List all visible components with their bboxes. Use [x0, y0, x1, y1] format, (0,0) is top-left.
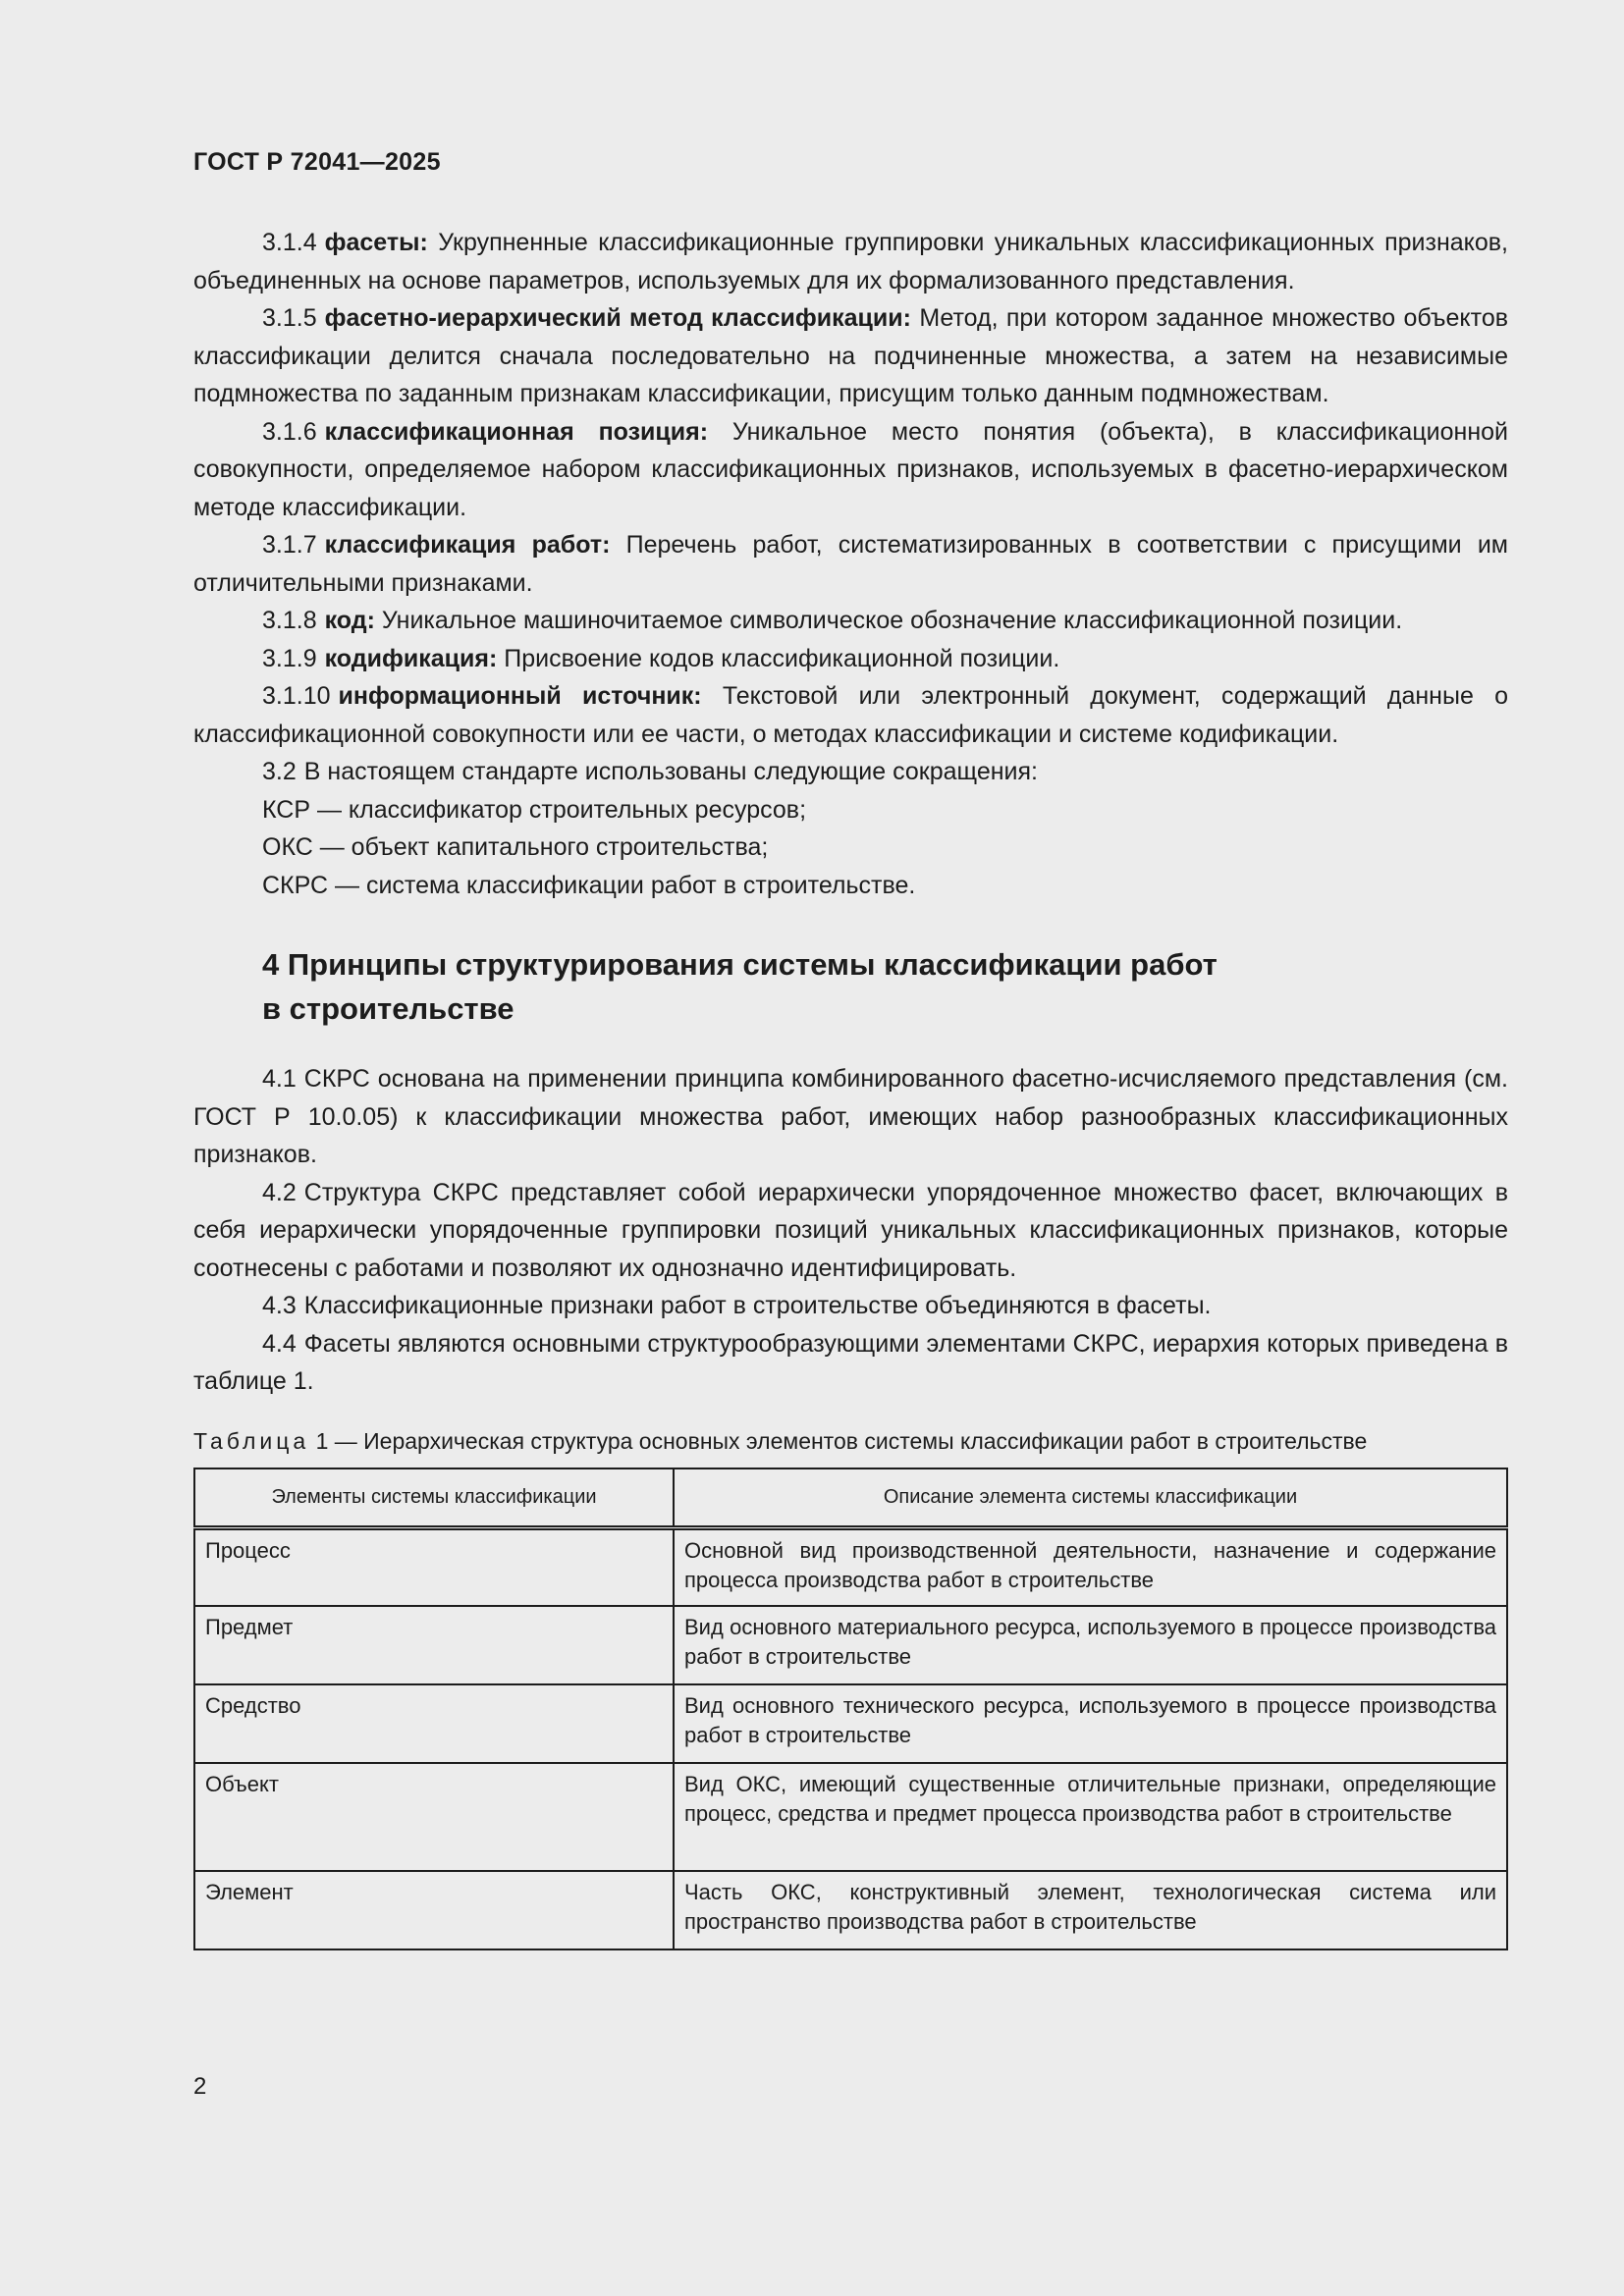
element-name-cell: Процесс: [194, 1527, 674, 1606]
paragraph-4-1: [193, 1060, 1508, 1174]
classification-elements-table: [193, 1468, 1508, 1951]
definition: Метод, при котором заданное множество объектов классификации делится сначала последовательно на подчиненные множества, а затем на независимые подмножества по заданным признакам классификации, присущим только данным подмножествам.: [193, 304, 1509, 407]
clause-number: 4.2: [262, 1178, 297, 1206]
paragraph-3-1-4: [193, 224, 1508, 299]
table-row: [194, 1527, 1507, 1606]
paragraph-text: Структура СКРС представляет собой иерархически упорядоченное множество фасет, включающих в себя иерархически упорядоченные группировки позиций уникальных классификационных признаков, которые соотнесены с работами и позволяют их однозначно идентифицировать.: [193, 1178, 1508, 1282]
paragraph-4-4: [193, 1325, 1508, 1401]
abbreviation-oks: ОКС — объект капитального строительства;: [262, 833, 769, 861]
paragraph-3-1-8: [193, 602, 1508, 640]
document-body: [193, 224, 1508, 1950]
element-description-cell: Вид ОКС, имеющий существенные отличительные признаки, определяющие процесс, средства и предмет процесса производства работ в строительстве: [674, 1763, 1507, 1871]
clause-number: 4.3: [262, 1292, 297, 1319]
table-row: [194, 1606, 1507, 1684]
definition: Текстовой или электронный документ, содержащий данные о классификационной совокупности или ее части, о методах классификации и системе кодификации.: [193, 682, 1508, 748]
term: классификационная позиция:: [324, 417, 709, 446]
paragraph-4-3: [193, 1287, 1508, 1325]
document-code-header: ГОСТ Р 72041—2025: [193, 148, 441, 176]
element-name-cell: Объект: [194, 1763, 674, 1871]
term: фасеты:: [324, 229, 428, 256]
table-row: [194, 1871, 1507, 1949]
clause-number: 3.1.5: [262, 304, 317, 332]
element-description-cell: Вид основного материального ресурса, используемого в процессе производства работ в строительстве: [674, 1606, 1507, 1684]
definition: Уникальное место понятия (объекта), в классификационной совокупности, определяемое набором классификационных признаков, используемых в фасетно-иерархическом методе классификации.: [193, 417, 1508, 521]
element-description-cell: Основной вид производственной деятельности, назначение и содержание процесса производства работ в строительстве: [674, 1527, 1507, 1606]
table-caption: [193, 1424, 1508, 1458]
clause-number: 3.1.4: [262, 229, 317, 256]
paragraph-3-2: [193, 753, 1508, 791]
clause-number: 4.1: [262, 1065, 297, 1093]
table-row: [194, 1763, 1507, 1871]
definition: Перечень работ, систематизированных в соответствии с присущими им отличительными признаками.: [193, 531, 1508, 597]
table-header-cell: Описание элемента системы классификации: [674, 1468, 1507, 1528]
table-row: [194, 1684, 1507, 1763]
document-page: [193, 0, 1508, 2296]
section-title-line: 4 Принципы структурирования системы классификации работ: [262, 947, 1218, 982]
table-header-cell: Элементы системы классификации: [194, 1468, 674, 1528]
element-description-cell: Часть ОКС, конструктивный элемент, технологическая система или пространство производства работ в строительстве: [674, 1871, 1507, 1949]
paragraph-3-1-6: [193, 413, 1508, 527]
clause-number: 3.1.10: [262, 682, 331, 710]
clause-number: 3.1.8: [262, 607, 317, 634]
abbreviation-skrs: СКРС — система классификации работ в строительстве.: [262, 871, 916, 899]
paragraph-3-1-9: [193, 640, 1508, 678]
paragraph-text: Классификационные признаки работ в строительстве объединяются в фасеты.: [303, 1292, 1212, 1319]
element-name-cell: Элемент: [194, 1871, 674, 1949]
term: классификация работ:: [324, 531, 611, 559]
paragraph-text: Фасеты являются основными структурообразующими элементами СКРС, иерархия которых приведена в таблице 1.: [193, 1329, 1508, 1395]
term: кодификация:: [324, 644, 498, 672]
definition: Уникальное машиночитаемое символическое обозначение классификационной позиции.: [381, 607, 1403, 634]
term: информационный источник:: [338, 682, 702, 710]
section-title-line: в строительстве: [262, 991, 514, 1026]
definition: Укрупненные классификационные группировки уникальных классификационных признаков, объединенных на основе параметров, используемых для их формализованного представления.: [193, 229, 1508, 294]
clause-number: 3.1.9: [262, 644, 317, 672]
paragraph-3-1-10: [193, 677, 1508, 753]
paragraph-3-1-5: [193, 299, 1508, 413]
paragraph-text: СКРС основана на применении принципа комбинированного фасетно-исчисляемого представления (см. ГОСТ Р 10.0.05) к классификации множества работ, имеющих набор разнообразных классификационных признаков.: [193, 1065, 1508, 1168]
abbreviation-ksr: КСР — классификатор строительных ресурсов;: [262, 795, 807, 824]
paragraph-text: В настоящем стандарте использованы следующие сокращения:: [303, 758, 1038, 785]
clause-number: 3.1.6: [262, 417, 317, 446]
clause-number: 3.2: [262, 758, 297, 785]
definition: Присвоение кодов классификационной позиции.: [504, 644, 1060, 672]
element-description-cell: Вид основного технического ресурса, используемого в процессе производства работ в строительстве: [674, 1684, 1507, 1763]
term: код:: [324, 607, 375, 634]
element-name-cell: Предмет: [194, 1606, 674, 1684]
table-header-row: [194, 1468, 1507, 1528]
term: фасетно-иерархический метод классификации:: [324, 304, 911, 332]
section-4-title: [193, 942, 1508, 1031]
clause-number: 4.4: [262, 1329, 297, 1358]
paragraph-3-1-7: [193, 526, 1508, 602]
page-number: 2: [193, 2073, 207, 2100]
element-name-cell: Средство: [194, 1684, 674, 1763]
table-caption-label: Таблица: [193, 1427, 310, 1454]
clause-number: 3.1.7: [262, 531, 317, 559]
paragraph-4-2: [193, 1174, 1508, 1288]
table-caption-text: 1 — Иерархическая структура основных элементов системы классификации работ в строительстве: [315, 1427, 1368, 1454]
